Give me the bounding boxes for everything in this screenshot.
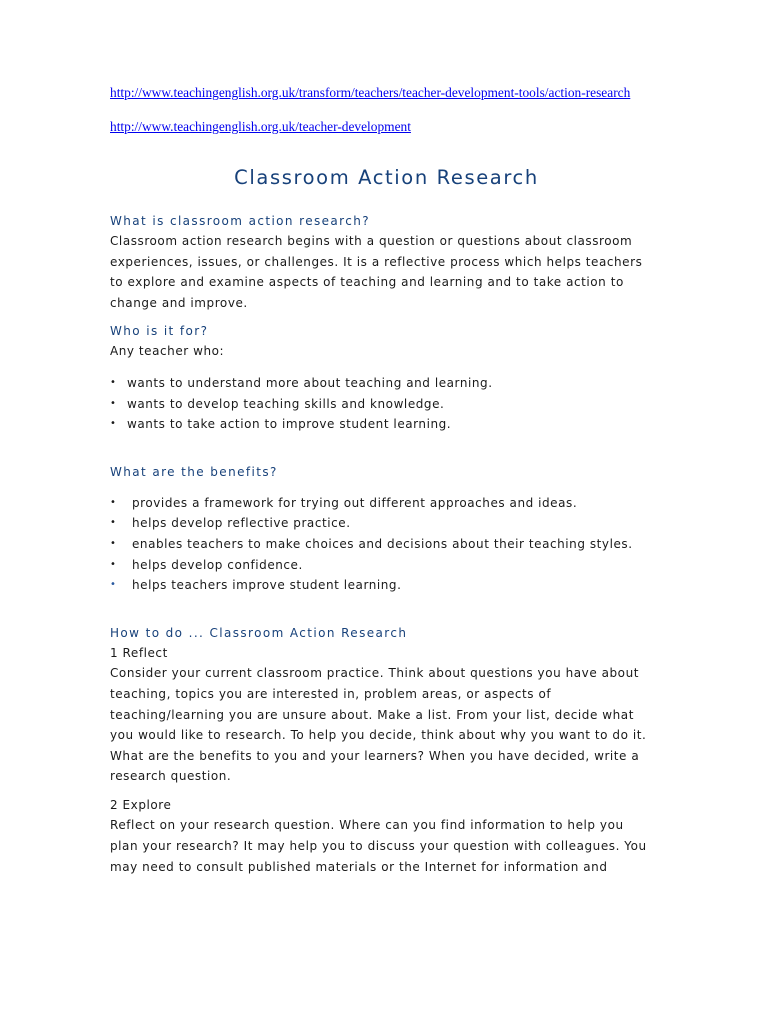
list-item: • provides a framework for trying out different approaches and ideas. [110,493,655,514]
bullet-icon: • [110,496,117,508]
document-page [110,85,655,877]
bullet-icon: • [110,579,117,591]
list-item: • helps teachers improve student learning. [110,575,655,596]
step1-text: Consider your current classroom practice. Think about questions you have about teaching, topics you are interested in, problem areas, or aspects of teaching/learning you are unsure about. Make a list. From your list, decide what you would like to research. To help you decide, think about why you want to do it. What are the benefits to you and your learners? When you have decided, write a research question. [110,666,647,784]
list-item: • wants to take action to improve student learning. [110,414,655,435]
bullet-icon: • [110,517,117,529]
who-list [110,373,655,435]
list-item: • enables teachers to make choices and decisions about their teaching styles. [110,534,655,555]
bullet-icon: • [110,537,117,549]
list-item: • wants to develop teaching skills and knowledge. [110,394,655,415]
step1-title: 1 Reflect [110,645,168,660]
link-teacher-development[interactable]: http://www.teachingenglish.org.uk/teacher-development [110,119,411,134]
page-title: Classroom Action Research [234,166,539,189]
list-item: • wants to understand more about teaching and learning. [110,373,655,394]
paragraph-who-intro: Any teacher who: [110,344,225,359]
bullet-icon: • [110,397,117,409]
bullet-icon: • [110,376,117,388]
benefits-list [110,493,655,596]
list-item: • helps develop confidence. [110,555,655,576]
heading-how-to: How to do ... Classroom Action Research [110,625,408,640]
bullet-icon: • [110,418,117,430]
link-action-research[interactable]: http://www.teachingenglish.org.uk/transform/teachers/teacher-development-tools/action-research [110,85,631,100]
paragraph-what-is: Classroom action research begins with a question or questions about classroom experiences, issues, or challenges. It is a reflective process which helps teachers to explore and examine aspects of teaching and learning and to take action to change and improve. [110,234,643,310]
heading-who-is-it-for: Who is it for? [110,324,209,339]
step2-title: 2 Explore [110,797,172,812]
list-item: • helps develop reflective practice. [110,513,655,534]
bullet-icon: • [110,558,117,570]
heading-what-is: What is classroom action research? [110,214,371,228]
heading-benefits: What are the benefits? [110,464,278,479]
step2-text: Reflect on your research question. Where can you find information to help you plan your research? It may help you to discuss your question with colleagues. You may need to consult published materials or the Internet for information and [110,818,647,874]
